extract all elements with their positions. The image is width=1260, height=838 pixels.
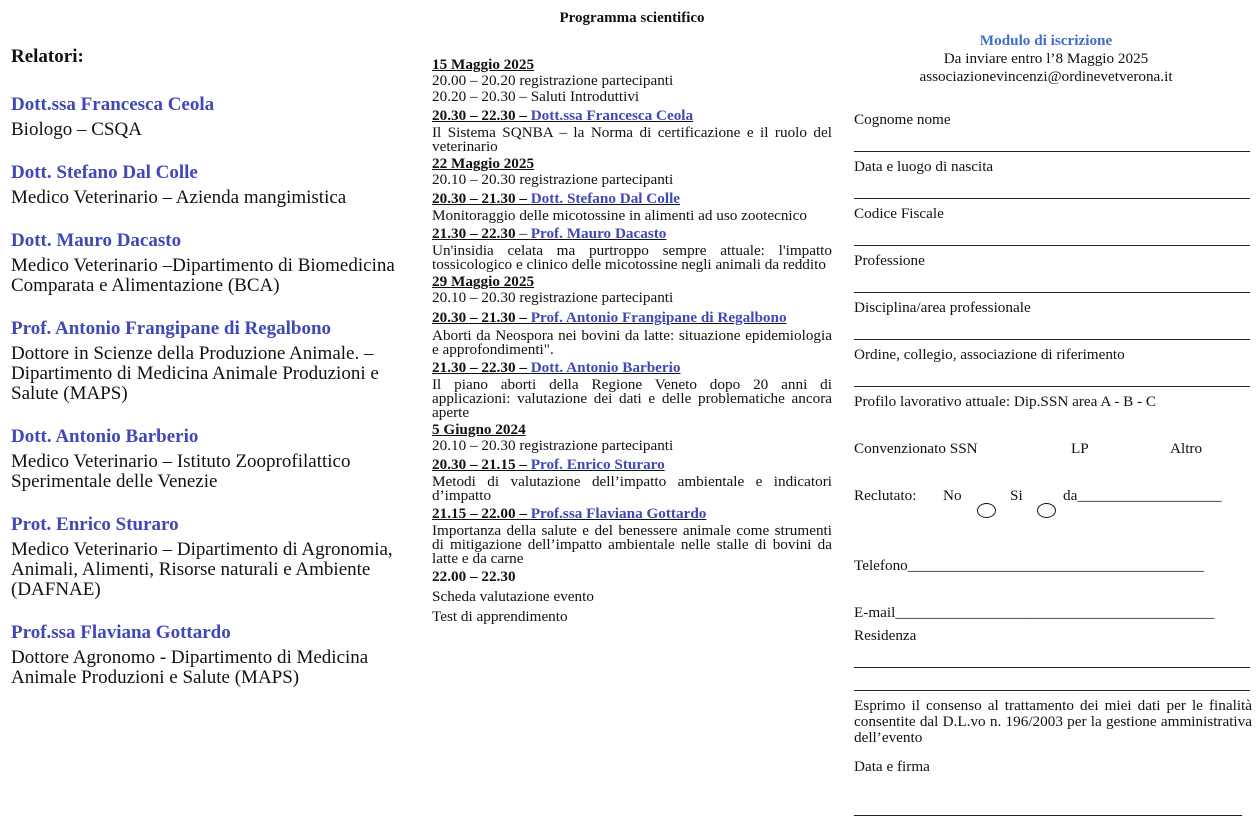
option-altro[interactable]: Altro <box>1170 440 1203 457</box>
form-deadline: Da inviare entro l’8 Maggio 2025 <box>943 50 1149 67</box>
field-label-disciplina: Disciplina/area professionale <box>854 299 1031 316</box>
field-line-professione[interactable] <box>854 292 1250 293</box>
speaker-item <box>11 230 411 296</box>
slot-time: 21.30 – 22.30 <box>432 225 516 242</box>
slot-time: 20.30 – 21.30 – <box>432 309 531 326</box>
program-date: 29 Maggio 2025 <box>432 273 535 290</box>
slot-speaker: Dott. Stefano Dal Colle <box>530 190 681 207</box>
slot-speaker: Dott.ssa Francesca Ceola <box>530 107 694 124</box>
field-line-residenza[interactable] <box>854 667 1250 668</box>
slot-speaker: Dott. Antonio Barberio <box>530 359 681 376</box>
field-line-residenza-2[interactable] <box>854 690 1250 691</box>
speaker-role: Medico Veterinario – Istituto Zooprofilattico Sperimentale delle Venezie <box>11 451 351 492</box>
speaker-item <box>11 318 411 404</box>
program-title: Programma scientifico <box>559 10 705 26</box>
field-label-nascita: Data e luogo di nascita <box>854 158 994 175</box>
slot-time: 22.00 – 22.30 <box>432 568 516 585</box>
speaker-role: Biologo – CSQA <box>11 119 142 140</box>
slot-topic: Metodi di valutazione dell’impatto ambientale e indicatori d’impatto <box>432 473 832 504</box>
program-slot <box>432 506 832 522</box>
slot-speaker: Prof. Antonio Frangipane di Regalbono <box>530 309 787 326</box>
field-label-residenza: Residenza <box>854 627 917 644</box>
program-slot <box>432 457 832 473</box>
speaker-item <box>11 426 411 492</box>
registration-form-header <box>854 32 1250 86</box>
speaker-name: Dott.ssa Francesca Ceola <box>11 94 215 115</box>
field-line-ordine[interactable] <box>854 386 1250 387</box>
field-label-codice-fiscale: Codice Fiscale <box>854 205 944 222</box>
speaker-item <box>11 622 411 688</box>
speaker-name: Prof. Antonio Frangipane di Regalbono <box>11 318 332 339</box>
form-title: Modulo di iscrizione <box>979 32 1113 49</box>
speaker-name: Prof.ssa Flaviana Gottardo <box>11 622 231 643</box>
option-no-label: No <box>943 487 962 504</box>
program-line: Scheda valutazione evento <box>432 588 594 605</box>
speaker-name: Dott. Stefano Dal Colle <box>11 162 198 183</box>
field-label-reclutato: Reclutato: <box>854 487 917 504</box>
program-date: 15 Maggio 2025 <box>432 56 535 73</box>
slot-separator: – <box>515 225 531 242</box>
slot-topic: Il Sistema SQNBA – la Norma di certificazione e il ruolo del veterinario <box>432 124 832 155</box>
program-slot <box>432 309 832 327</box>
field-line-disciplina[interactable] <box>854 339 1250 340</box>
program-slot <box>432 360 832 376</box>
field-reclutato-da[interactable]: da___________________ <box>1063 487 1222 504</box>
program-column <box>432 55 832 625</box>
program-line: 20.00 – 20.20 registrazione partecipanti <box>432 72 674 89</box>
radio-no[interactable] <box>977 503 996 518</box>
program-slot <box>432 226 832 242</box>
slot-topic: Importanza della salute e del benessere animale come strumenti di mitigazione dell’impatto ambientale nelle stalle di bovini da latte e da carne <box>432 522 832 567</box>
field-line-cognome[interactable] <box>854 151 1250 152</box>
slot-time: 20.30 – 21.15 – <box>432 456 531 473</box>
speaker-item <box>11 162 411 208</box>
speaker-role: Medico Veterinario – Azienda mangimistica <box>11 187 347 208</box>
speaker-name: Dott. Antonio Barberio <box>11 426 199 447</box>
field-label-firma: Data e firma <box>854 758 930 775</box>
speaker-role: Medico Veterinario – Dipartimento di Agronomia, Animali, Alimenti, Risorse naturali e Ambiente (DAFNAE) <box>11 539 393 600</box>
speakers-column <box>11 46 411 710</box>
speaker-role: Medico Veterinario –Dipartimento di Biomedicina Comparata e Alimentazione (BCA) <box>11 255 395 296</box>
slot-topic: Un'insidia celata ma purtroppo sempre attuale: l'impatto tossicologico e clinico delle micotossine negli animali da reddito <box>432 242 832 273</box>
slot-topic: Monitoraggio delle micotossine in alimenti ad uso zootecnico <box>432 207 807 224</box>
slot-topic: Il piano aborti della Regione Veneto dopo 20 anni di applicazioni: valutazione dei dati e delle problematiche ancora aperte <box>432 376 832 421</box>
speaker-item <box>11 514 411 600</box>
radio-si[interactable] <box>1037 503 1056 518</box>
program-slot <box>432 191 832 207</box>
field-telefono[interactable]: Telefono_______________________________________ <box>854 557 1204 574</box>
speaker-name: Prot. Enrico Sturaro <box>11 514 179 535</box>
speaker-role: Dottore in Scienze della Produzione Animale. – Dipartimento di Medicina Animale Produzioni e Salute (MAPS) <box>11 343 379 404</box>
slot-time: 20.30 – 22.30 – <box>432 107 531 124</box>
program-date: 5 Giugno 2024 <box>432 421 526 438</box>
program-line: 20.10 – 20.30 registrazione partecipanti <box>432 437 674 454</box>
field-label-professione: Professione <box>854 252 925 269</box>
program-line: 20.10 – 20.30 registrazione partecipanti <box>432 289 674 306</box>
consent-text: Esprimo il consenso al trattamento dei miei dati per le finalità consentite dal D.L.vo n. 196/2003 per la gestione amministrativa dell’evento <box>854 697 1252 746</box>
form-email: associazionevincenzi@ordinevetverona.it <box>919 68 1173 85</box>
option-lp[interactable]: LP <box>1071 440 1089 457</box>
program-line: 20.20 – 20.30 – Saluti Introduttivi <box>432 88 640 105</box>
slot-time: 20.30 – 21.30 – <box>432 190 531 207</box>
slot-time: 21.15 – 22.00 – <box>432 505 531 522</box>
speaker-role: Dottore Agronomo - Dipartimento di Medicina Animale Produzioni e Salute (MAPS) <box>11 647 369 688</box>
speaker-item <box>11 94 411 140</box>
program-line: 20.10 – 20.30 registrazione partecipanti <box>432 171 674 188</box>
program-line: Test di apprendimento <box>432 608 568 625</box>
slot-topic: Aborti da Neospora nei bovini da latte: situazione epidemiologia e approfondimenti". <box>432 327 832 358</box>
field-line-codice-fiscale[interactable] <box>854 245 1250 246</box>
slot-speaker: Prof. Mauro Dacasto <box>530 225 667 242</box>
field-label-ordine: Ordine, collegio, associazione di riferimento <box>854 346 1125 363</box>
field-label-profilo: Profilo lavorativo attuale: Dip.SSN area A - B - C <box>854 393 1157 410</box>
speakers-heading: Relatori: <box>11 46 84 67</box>
field-label-cognome: Cognome nome <box>854 111 951 128</box>
field-line-nascita[interactable] <box>854 198 1250 199</box>
slot-time: 21.30 – 22.30 – <box>432 359 531 376</box>
speaker-name: Dott. Mauro Dacasto <box>11 230 182 251</box>
field-line-firma[interactable] <box>854 815 1242 816</box>
option-si-label: Si <box>1010 487 1023 504</box>
slot-speaker: Prof. Enrico Sturaro <box>530 456 665 473</box>
slot-speaker: Prof.ssa Flaviana Gottardo <box>530 505 707 522</box>
program-date: 22 Maggio 2025 <box>432 155 535 172</box>
program-slot <box>432 108 832 124</box>
field-email[interactable]: E-mail__________________________________________ <box>854 604 1215 621</box>
option-convenzionato[interactable]: Convenzionato SSN <box>854 440 978 457</box>
